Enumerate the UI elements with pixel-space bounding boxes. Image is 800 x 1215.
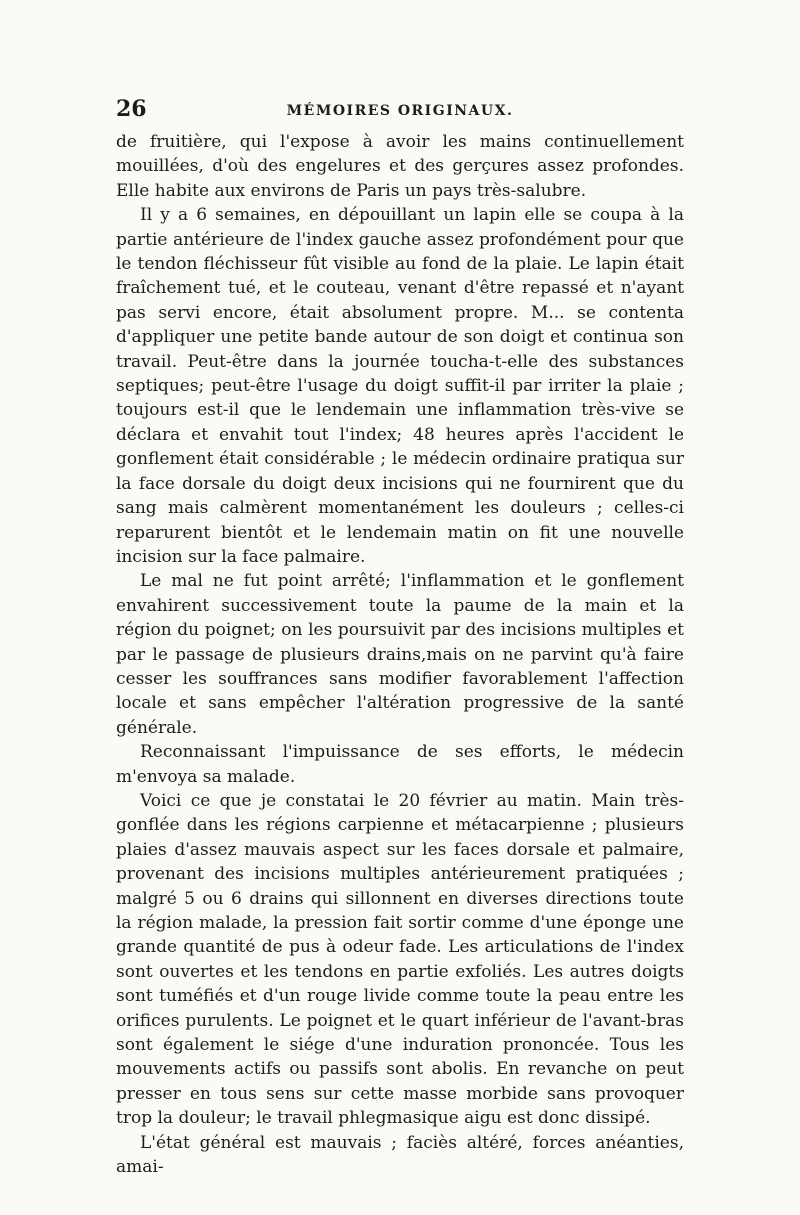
book-page: [116, 96, 684, 1179]
paragraph-examination: Voici ce que je constatai le 20 février au matin. Main très-gonflée dans les régions carpienne et métacarpienne ; plusieurs plaies d'assez mauvais aspect sur les faces dorsale et palmaire, provenant des incisions multiples antérieurement pratiquées ; malgré 5 ou 6 drains qui sillonnent en diverses directions toute la région malade, la pression fait sortir comme d'une éponge une grande quantité de pus à odeur fade. Les articulations de l'index sont ouvertes et les tendons en partie exfoliés. Les autres doigts sont tuméfiés et d'un rouge livide comme toute la peau entre les orifices purulents. Le poignet et le quart inférieur de l'avant-bras sont également le siége d'une induration prononcée. Tous les mouvements actifs ou passifs sont abolis. En revanche on peut presser en tous sens sur cette masse morbide sans provoquer trop la douleur; le travail phlegmasique aigu est donc dissipé.: [116, 790, 684, 1129]
running-title: MÉMOIRES ORIGINAUX.: [286, 103, 514, 119]
page-number: 26: [116, 96, 147, 122]
paragraph-progression: Le mal ne fut point arrêté; l'inflammation et le gonflement envahirent successivement toute la paume de la main et la région du poignet; on les poursuivit par des incisions multiples et par le passage de plusieurs drains,mais on ne parvint qu'à faire cesser les souffrances sans modifier favorablement l'affection locale et sans empêcher l'altération progressive de la santé générale.: [116, 571, 684, 738]
running-head: [116, 96, 684, 130]
paragraph-injury: Il y a 6 semaines, en dépouillant un lapin elle se coupa à la partie antérieure de l'index gauche assez profondément pour que le tendon fléchisseur fût visible au fond de la plaie. Le lapin était fraîchement tué, et le couteau, venant d'être repassé et n'ayant pas servi encore, était absolument propre. M... se contenta d'appliquer une petite bande autour de son doigt et continua son travail. Peut-être dans la journée toucha-t-elle des substances septiques; peut-être l'usage du doigt suffit-il par irriter la plaie ; toujours est-il que le lendemain une inflammation très-vive se déclara et envahit tout l'index; 48 heures après l'accident le gonflement était considérable ; le médecin ordinaire pratiqua sur la face dorsale du doigt deux incisions qui ne fournirent que du sang mais calmèrent momentanément les douleurs ; celles-ci reparurent bientôt et le lendemain matin on fit une nouvelle incision sur la face palmaire.: [116, 205, 684, 567]
body-text: [116, 130, 684, 1179]
paragraph-continued: de fruitière, qui l'expose à avoir les mains continuellement mouillées, d'où des engelures et des gerçures assez profondes. Elle habite aux environs de Paris un pays très-salubre.: [116, 132, 684, 201]
paragraph-general-state: L'état général est mauvais ; faciès altéré, forces anéanties, amai-: [116, 1132, 684, 1178]
paragraph-referral: Reconnaissant l'impuissance de ses efforts, le médecin m'envoya sa malade.: [116, 742, 684, 787]
